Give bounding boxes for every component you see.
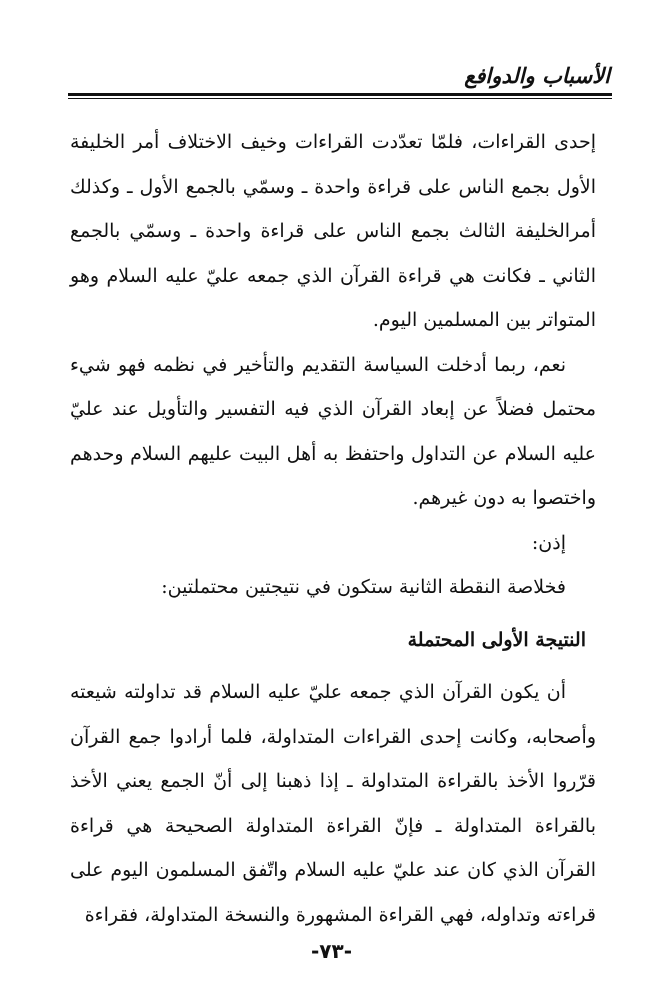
- line-idhan: إذن:: [531, 531, 566, 554]
- page-number: -٧٣-: [310, 939, 353, 963]
- paragraph-3: أن يكون القرآن الذي جمعه عليّ عليه السلام قد تداولته شيعته وأصحابه، وكانت إحدى القراءات المتداولة، فلما أرادوا جمع القرآن قرّروا الأخذ بالقراءة المتداولة ـ إذا ذهبنا إلى أنّ الجمع يعني الأخذ بالقراءة المتداولة ـ فإنّ القراءة المتداولة الصحيحة هي قراءة القرآن الذي كان عند عليّ عليه السلام واتّفق المسلمون اليوم على قراءته وتداوله، فهي القراءة المشهورة والنسخة المتداولة، فقراءة: [70, 681, 597, 926]
- body-text: [70, 120, 596, 937]
- section-heading-result-1: النتيجة الأولى المحتملة: [407, 628, 586, 651]
- header-rule-thick: [68, 93, 612, 96]
- header-rule-thin: [68, 98, 612, 99]
- running-header-title: الأسباب والدوافع: [464, 64, 610, 88]
- paragraph-2: نعم، ربما أدخلت السياسة التقديم والتأخير في نظمه فهو شيء محتمل فضلاً عن إبعاد القرآن الذي فيه التفسير والتأويل عند عليّ عليه السلام عن التداول واحتفظ به أهل البيت عليهم السلام وحدهم واختصوا به دون غيرهم.: [70, 353, 596, 509]
- line-summary: فخلاصة النقطة الثانية ستكون في نتيجتين محتملتين:: [161, 576, 566, 598]
- paragraph-1: إحدى القراءات، فلمّا تعدّدت القراءات وخيف الاختلاف أمر الخليفة الأول بجمع الناس على قراءة واحدة ـ وسمّي بالجمع الأول ـ وكذلك أمرالخليفة الثالث بجمع الناس على قراءة واحدة ـ وسمّي بالجمع الثاني ـ فكانت هي قراءة القرآن الذي جمعه عليّ عليه السلام وهو المتواتر بين المسلمين اليوم.: [70, 131, 596, 331]
